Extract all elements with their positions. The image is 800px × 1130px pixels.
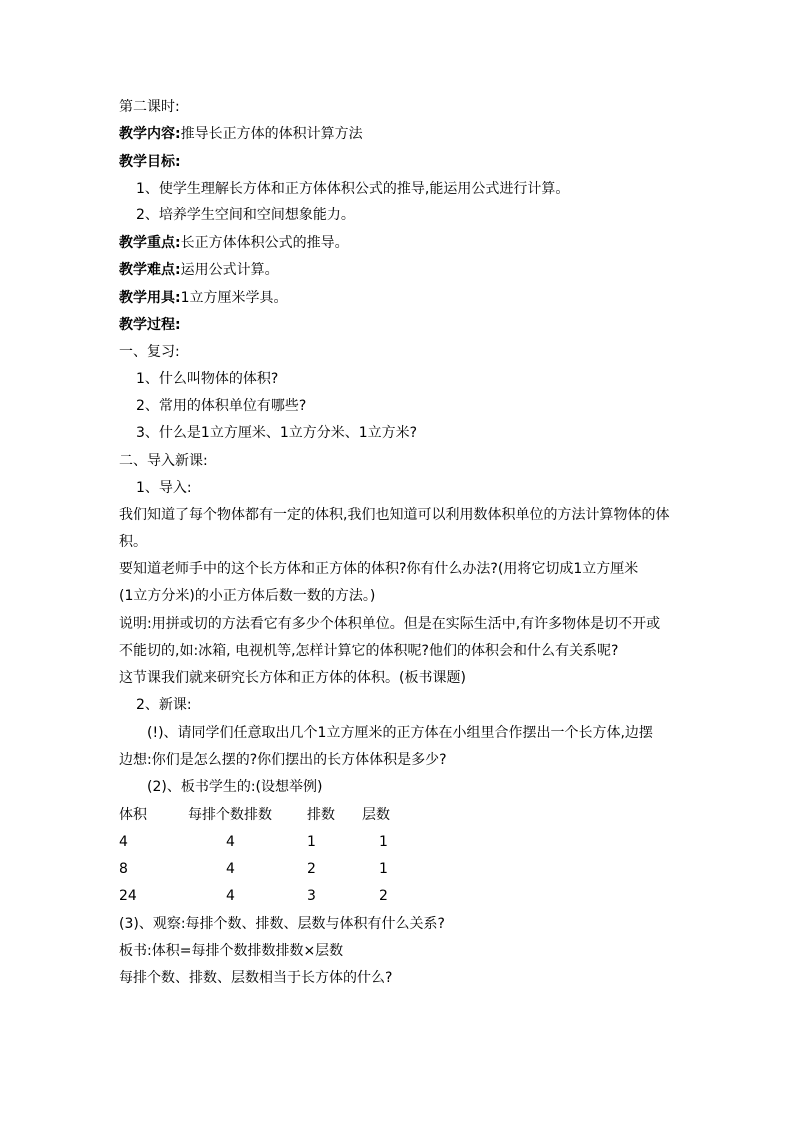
step-3: (3)、观察:每排个数、排数、层数与体积有什么关系? — [119, 916, 445, 932]
table-header-cell: 每排个数排数 — [188, 807, 272, 823]
goal-1: 1、使学生理解长方体和正方体体积公式的推导,能运用公式进行计算。 — [136, 181, 570, 197]
period-title: 第二课时: — [119, 99, 180, 115]
paragraph-2-line-2: (1立方分米)的小正方体后数一数的方法。) — [119, 588, 376, 604]
paragraph-2-line-1: 要知道老师手中的这个长方体和正方体的体积?你有什么办法?(用将它切成1立方厘米 — [119, 561, 639, 577]
key-label: 教学重点: — [119, 235, 181, 251]
content-text: 推导长正方体的体积计算方法 — [180, 126, 363, 142]
table-header-cell: 层数 — [362, 807, 390, 823]
step-1-line-2: 边想:你们是怎么摆的?你们摆出的长方体体积是多少? — [119, 752, 447, 768]
table-cell: 4 — [119, 834, 128, 850]
table-cell: 2 — [379, 888, 388, 904]
table-row — [119, 887, 539, 905]
goals-label: 教学目标: — [119, 154, 181, 170]
board-formula: 板书:体积=每排个数排数排数×层数 — [119, 943, 344, 959]
tools-row — [119, 289, 288, 307]
tools-text: 1立方厘米学具。 — [180, 290, 288, 306]
key-text: 长正方体体积公式的推导。 — [180, 235, 349, 251]
intro-heading: 1、导入: — [136, 480, 192, 496]
paragraph-1-line-1: 我们知道了每个物体都有一定的体积,我们也知道可以利用数体积单位的方法计算物体的体 — [119, 507, 670, 523]
table-cell: 24 — [119, 888, 137, 904]
table-cell: 3 — [307, 888, 316, 904]
table-cell: 1 — [379, 861, 388, 877]
tools-label: 教学用具: — [119, 290, 181, 306]
paragraph-3-line-1: 说明:用拼或切的方法看它有多少个体积单位。但是在实际生活中,有许多物体是切不开或 — [119, 616, 661, 632]
closing-question: 每排个数、排数、层数相当于长方体的什么? — [119, 970, 393, 986]
review-q3: 3、什么是1立方厘米、1立方分米、1立方米? — [136, 425, 418, 441]
difficulty-text: 运用公式计算。 — [180, 262, 279, 278]
difficulty-row — [119, 261, 279, 279]
table-cell: 4 — [226, 834, 235, 850]
content-row — [119, 125, 363, 143]
new-heading: 2、新课: — [136, 697, 192, 713]
paragraph-3-line-2: 不能切的,如:冰箱, 电视机等,怎样计算它的体积呢?他们的体积会和什么有关系呢? — [119, 643, 619, 659]
review-q1: 1、什么叫物体的体积? — [136, 371, 279, 387]
table-cell: 4 — [226, 861, 235, 877]
process-label: 教学过程: — [119, 317, 181, 333]
table-header-cell: 体积 — [119, 807, 147, 823]
table-header-cell: 排数 — [307, 807, 335, 823]
table-row — [119, 833, 539, 851]
content-label: 教学内容: — [119, 126, 181, 142]
table-row — [119, 860, 539, 878]
table-header — [119, 806, 539, 824]
table-cell: 1 — [379, 834, 388, 850]
newlesson-heading: 二、导入新课: — [119, 453, 208, 469]
table-cell: 8 — [119, 861, 128, 877]
review-heading: 一、复习: — [119, 344, 180, 360]
table-cell: 1 — [307, 834, 316, 850]
table-cell: 2 — [307, 861, 316, 877]
review-q2: 2、常用的体积单位有哪些? — [136, 398, 307, 414]
paragraph-3-line-3: 这节课我们就来研究长方体和正方体的体积。(板书课题) — [119, 670, 466, 686]
difficulty-label: 教学难点: — [119, 262, 181, 278]
step-1-line-1: (!)、请同学们任意取出几个1立方厘米的正方体在小组里合作摆出一个长方体,边摆 — [147, 725, 653, 741]
step-2: (2)、板书学生的:(设想举例) — [147, 779, 323, 795]
goal-2: 2、培养学生空间和空间想象能力。 — [136, 207, 355, 223]
key-row — [119, 234, 349, 252]
paragraph-1-line-2: 积。 — [119, 534, 147, 550]
table-cell: 4 — [226, 888, 235, 904]
